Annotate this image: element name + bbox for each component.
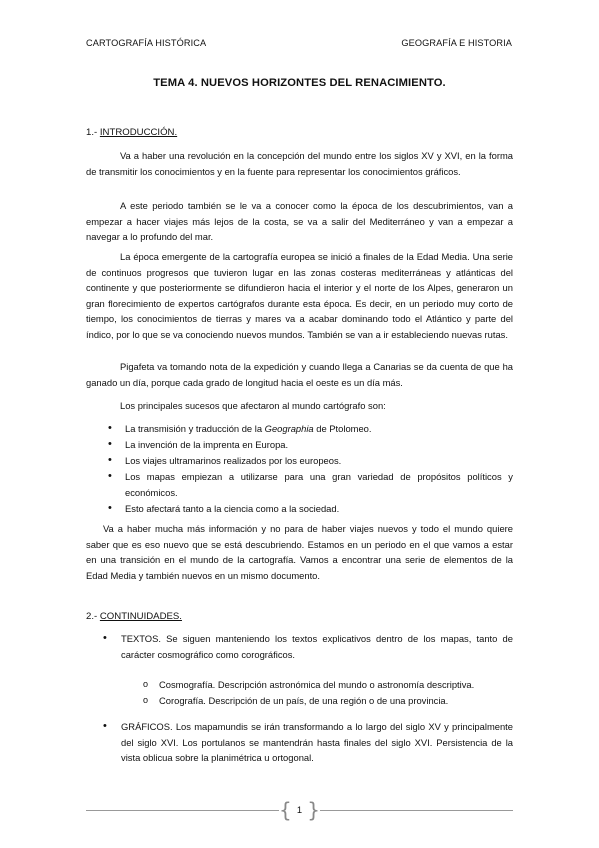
- bullet-icon: •: [108, 501, 112, 514]
- list-item: [108, 501, 513, 517]
- list-item-text: Los mapas empiezan a utilizarse para una gran variedad de propósitos políticos y económicos.: [125, 471, 513, 498]
- circle-bullet-icon: o: [143, 679, 149, 689]
- list-item-text: GRÁFICOS. Los mapamundis se irán transformando a lo largo del siglo XV y principalmente del siglo XVI. Los portulanos se mantendrán hasta finales del siglo XVI. Persistencia de la vista oblicua sobre la planimétrica u ortogonal.: [121, 721, 513, 763]
- section-2-heading: [86, 611, 182, 622]
- bullet-icon: •: [108, 438, 112, 450]
- list-item: [108, 469, 513, 500]
- list-item-text: Los viajes ultramarinos realizados por los europeos.: [125, 455, 342, 466]
- list-item: [103, 631, 513, 662]
- header-right: GEOGRAFÍA E HISTORIA: [401, 38, 512, 48]
- paragraph: La época emergente de la cartografía europea se inició a finales de la Edad Media. Una serie de continuos progresos que tuvieron lugar en las zonas costeras mediterráneas y atlánticas del continente y que posteriormente se difundieron hacia el interior y el norte de los Alpes, generaron un gran florecimiento de expertos cartógrafos durante esta época. Es decir, en un periodo muy corto de tiempo, los conocimientos de tierras y mares va a acabar dominando todo el Atlántico y parte del índico, por lo que se va conociendo nuevos mundos. También se van a ir estableciendo nuevas rutas.: [86, 251, 513, 340]
- footer-divider-right: [320, 810, 513, 811]
- paragraph: Va a haber mucha más información y no para de haber viajes nuevos y todo el mundo quiere saber que es eso nuevo que se está descubriendo. Estamos en un periodo en el que vamos a estar en una transición en el mundo de la cartografía. Vamos a encontrar una serie de elementos de la Edad Media y también nuevos en un mismo documento.: [86, 523, 513, 581]
- paragraph: A este periodo también se le va a conocer como la época de los descubrimientos, van a empezar a hacer viajes más lejos de la costa, se va a salir del Mediterráneo y van a empezar a navegar a lo profundo del mar.: [86, 200, 513, 242]
- section-title: INTRODUCCIÓN.: [99, 127, 178, 138]
- list-item-text: TEXTOS. Se siguen manteniendo los textos explicativos dentro de los mapas, tanto de carácter cosmográfico como corográficos.: [121, 633, 513, 660]
- left-brace-icon: {: [279, 798, 292, 822]
- footer-divider-left: [86, 810, 279, 811]
- book-title: Geographia: [264, 423, 314, 434]
- list-item: [103, 719, 513, 766]
- section-number: 1.-: [86, 127, 100, 138]
- paragraph: Pigafeta va tomando nota de la expedición y cuando llega a Canarias se da cuenta de que ha ganado un día, porque cada grado de longitud hacia el oeste es un día más.: [86, 361, 513, 388]
- section-1-heading: [86, 127, 177, 138]
- list-item: [108, 437, 513, 453]
- list-lead: Los principales sucesos que afectaron al mundo cartógrafo son:: [120, 400, 386, 411]
- sub-list: [143, 677, 513, 708]
- list-item-text: Esto afectará tanto a la ciencia como a la sociedad.: [125, 502, 340, 514]
- bullet-icon: •: [108, 470, 112, 482]
- page-number-box: [279, 799, 320, 823]
- sub-list-item-text: Cosmografía. Descripción astronómica del mundo o astronomía descriptiva.: [159, 679, 475, 690]
- bullet-icon: •: [108, 454, 112, 466]
- sub-list-item-text: Corografía. Descripción de un país, de una región o de una provincia.: [159, 694, 449, 706]
- list-item: [108, 453, 513, 469]
- list-item-text: de Ptolomeo.: [313, 423, 372, 434]
- bullet-icon: •: [108, 422, 112, 434]
- continuities-list: [103, 719, 513, 766]
- section-number: 2.-: [86, 611, 100, 622]
- right-brace-icon: }: [307, 798, 320, 822]
- list-item-text: La invención de la imprenta en Europa.: [125, 439, 289, 450]
- list-item-text: La transmisión y traducción de la: [125, 423, 265, 434]
- list-item: [108, 421, 513, 437]
- bullet-icon: •: [103, 720, 107, 732]
- sub-list-item: [143, 677, 513, 693]
- page-number: 1: [296, 804, 303, 815]
- sub-list-item: [143, 693, 513, 709]
- continuities-list: [103, 631, 513, 662]
- events-list: [108, 421, 513, 517]
- header-left: CARTOGRAFÍA HISTÓRICA: [86, 38, 207, 48]
- circle-bullet-icon: o: [143, 694, 149, 705]
- document-title: TEMA 4. NUEVOS HORIZONTES DEL RENACIMIENTO.: [153, 77, 446, 89]
- section-title: CONTINUIDADES.: [99, 611, 182, 622]
- paragraph: Va a haber una revolución en la concepción del mundo entre los siglos XV y XVI, en la forma de transmitir los conocimientos y en la fuente para representar los conocimientos gráficos.: [86, 150, 513, 177]
- bullet-icon: •: [103, 632, 107, 644]
